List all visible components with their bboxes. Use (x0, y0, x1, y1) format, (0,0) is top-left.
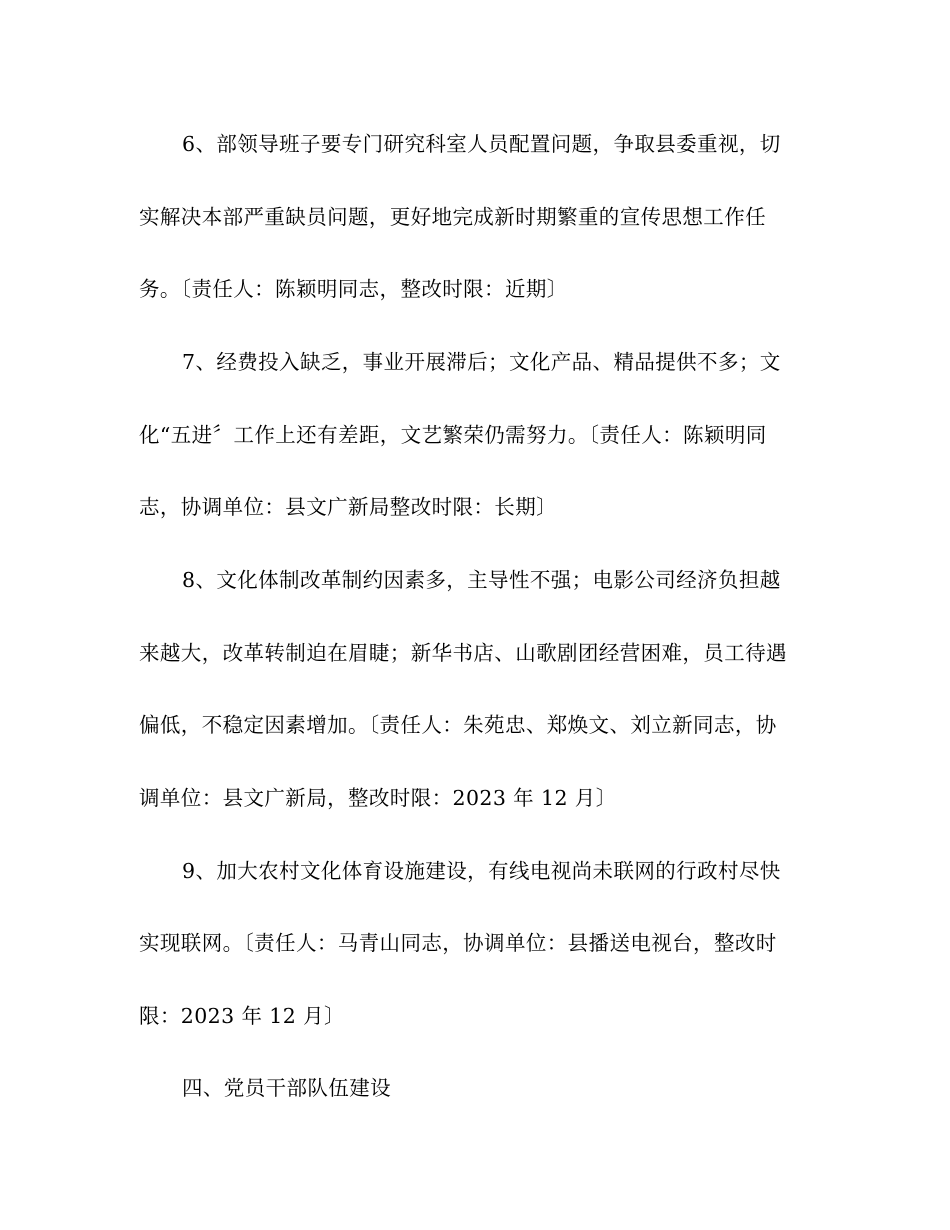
paragraph-7-line-2: 化“五进〞工作上还有差距，文艺繁荣仍需努力。〔责任人：陈颖明同 (139, 423, 767, 447)
paragraph-7-line-1: 7、经费投入缺乏，事业开展滞后；文化产品、精品提供不多；文 (182, 350, 781, 374)
paragraph-9-line-1: 9、加大农村文化体育设施建设，有线电视尚未联网的行政村尽快 (182, 859, 781, 883)
paragraph-8-line-2: 来越大，改革转制迫在眉睫；新华书店、山歌剧团经营困难，员工待遇 (139, 641, 787, 665)
paragraph-8-line-1: 8、文化体制改革制约因素多，主导性不强；电影公司经济负担越 (182, 568, 781, 592)
paragraph-9-line-2: 实现联网。〔责任人：马青山同志，协调单位：县播送电视台，整改时 (139, 931, 777, 955)
paragraph-6-line-2: 实解决本部严重缺员问题，更好地完成新时期繁重的宣传思想工作任 (139, 205, 766, 229)
paragraph-6-line-1: 6、部领导班子要专门研究科室人员配置问题，争取县委重视，切 (182, 132, 781, 156)
paragraph-9-line-3: 限：2023 年 12 月〕 (139, 1004, 345, 1028)
paragraph-7-line-3: 志，协调单位：县文广新局整改时限：长期〕 (139, 495, 557, 519)
paragraph-6-line-3: 务。〔责任人：陈颖明同志，整改时限：近期〕 (139, 277, 568, 301)
paragraph-8-line-4: 调单位：县文广新局，整改时限：2023 年 12 月〕 (139, 786, 617, 810)
paragraph-8-line-3: 偏低，不稳定因素增加。〔责任人：朱苑忠、郑焕文、刘立新同志，协 (139, 713, 777, 737)
section-heading: 四、党员干部队伍建设 (182, 1076, 391, 1100)
